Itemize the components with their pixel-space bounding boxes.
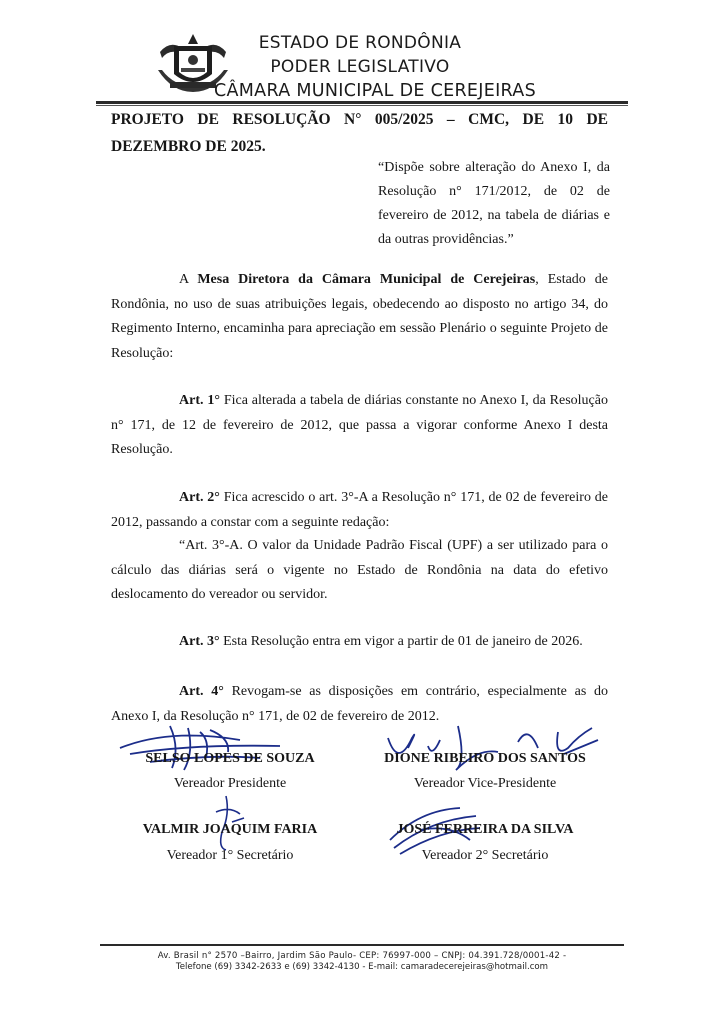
signature-scribble-vice bbox=[368, 718, 608, 780]
article-label: Art. 2° bbox=[179, 490, 220, 505]
article-3 bbox=[111, 630, 608, 655]
signatory-role-president: Vereador Presidente bbox=[173, 776, 287, 791]
footer-divider bbox=[100, 944, 624, 946]
article-2-quote: “Art. 3°-A. O valor da Unidade Padrão Fiscal (UPF) a ser utilizado para o cálculo das diárias será o vigente no Estado de Rondônia na data do efetivo deslocamento do vereador ou servidor. bbox=[111, 538, 608, 602]
header-divider bbox=[96, 101, 628, 104]
signatory-role-first-secretary: Vereador 1° Secretário bbox=[166, 848, 294, 863]
article-text: Esta Resolução entra em vigor a partir de 01 de janeiro de 2026. bbox=[219, 634, 583, 649]
intro-paragraph bbox=[111, 268, 608, 366]
letterhead-chamber: CÂMARA MUNICIPAL DE CEREJEIRAS bbox=[213, 81, 536, 101]
document-title: PROJETO DE RESOLUÇÃO N° 005/2025 – CMC, DE 10 DE DEZEMBRO DE 2025. bbox=[111, 111, 608, 155]
signatory-name-second-secretary: JOSÉ FERREIRA DA SILVA bbox=[396, 822, 574, 837]
article-label: Art. 1° bbox=[179, 393, 220, 408]
footer-contact: Telefone (69) 3342-2633 e (69) 3342-4130 - E-mail: camaradecerejeiras@hotmail.com bbox=[175, 962, 549, 972]
intro-rest: , Estado de Rondônia, no uso de suas atribuições legais, obedecendo ao disposto no artigo 34, do Regimento Interno, encaminha para apreciação em sessão Plenário o seguinte Projeto de Resolução: bbox=[111, 272, 608, 361]
intro-bold: Mesa Diretora da Câmara Municipal de Cerejeiras bbox=[197, 272, 536, 287]
signatory-name-vice: DIONE RIBEIRO DOS SANTOS bbox=[384, 751, 586, 766]
article-text: Fica acrescido o art. 3°-A a Resolução n° 171, de 02 de fevereiro de 2012, passando a constar com a seguinte redação: bbox=[111, 490, 608, 530]
article-2 bbox=[111, 486, 608, 535]
footer-address: Av. Brasil n° 2570 –Bairro, Jardim São Paulo- CEP: 76997-000 – CNPJ: 04.391.728/0001-42 - bbox=[157, 951, 567, 961]
article-1 bbox=[111, 389, 608, 463]
intro-lead: A bbox=[179, 272, 198, 287]
article-label: Art. 3° bbox=[179, 634, 220, 649]
article-text: Fica alterada a tabela de diárias constante no Anexo I, da Resolução n° 171, de 12 de fevereiro de 2012, que passa a vigorar conforme Anexo I desta Resolução. bbox=[111, 393, 608, 457]
article-label: Art. 4° bbox=[179, 684, 224, 699]
ementa: “Dispõe sobre alteração do Anexo I, da Resolução n° 171/2012, de 02 de fevereiro de 2012, na tabela de diárias e da outras providências.” bbox=[378, 160, 610, 247]
signatory-role-vice: Vereador Vice-Presidente bbox=[413, 776, 557, 791]
signatory-name-president: SELSO LOPES DE SOUZA bbox=[145, 751, 315, 766]
signatory-role-second-secretary: Vereador 2° Secretário bbox=[421, 848, 549, 863]
article-text: Revogam-se as disposições em contrário, especialmente as do Anexo I, da Resolução n° 171, de 02 de fevereiro de 2012. bbox=[111, 684, 608, 724]
signatory-name-first-secretary: VALMIR JOAQUIM FARIA bbox=[142, 822, 318, 837]
letterhead-power: PODER LEGISLATIVO bbox=[270, 57, 450, 77]
letterhead-state: ESTADO DE RONDÔNIA bbox=[258, 33, 462, 53]
